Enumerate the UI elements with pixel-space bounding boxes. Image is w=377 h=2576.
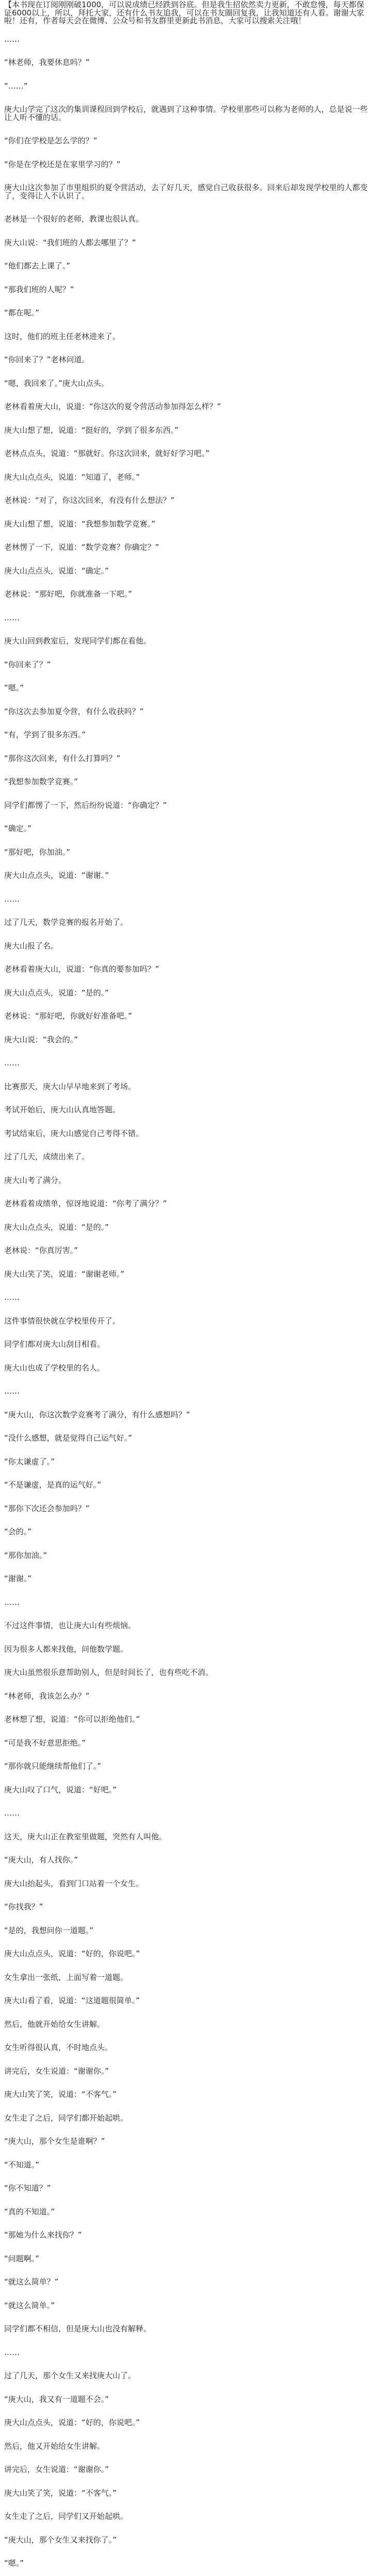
article-paragraph: “那好吧，你加油。” [4,849,372,857]
paragraph-gap [4,622,372,637]
article-paragraph: 庚大山这次参加了市里组织的夏令营活动，去了好几天，感觉自己收获很多。回来后却发现学校里的人都变了，变得让人不认识了。 [4,184,372,200]
article-paragraph: “有，学到了很多东西。” [4,731,372,739]
paragraph-gap [4,2169,372,2184]
article-paragraph: 庚大山虽然很乐意帮助别人，但是时间长了，也有些吃不消。 [4,1669,372,1677]
article-paragraph: 庚大山点点头，说道：“是的。” [4,1224,372,1232]
article-paragraph: 庚大山笑了笑，说道：“不客气。” [4,2489,372,2498]
paragraph-gap [4,1278,372,1294]
paragraph-gap [4,1443,372,1458]
article-paragraph: “你回来了？”老林问道。 [4,356,372,364]
article-paragraph: 讲完后，女生说道：“谢谢你。” [4,2466,372,2474]
article-paragraph: “林老师，我该怎么办？” [4,1692,372,1701]
article-paragraph: “都在呢。” [4,309,372,317]
article-paragraph: 老林想了想，说道：“你可以拒绝他们。” [4,1716,372,1724]
paragraph-gap [4,552,372,567]
article-paragraph: “你太谦虚了。” [4,1458,372,1466]
article-paragraph: 考试结束后，庚大山感觉自己考得不错。 [4,1130,372,1138]
paragraph-gap [4,669,372,684]
article-paragraph: “嗯，我回来了。”庚大山点头。 [4,380,372,388]
paragraph-gap [4,1302,372,1317]
paragraph-gap [4,528,372,544]
article-paragraph: “你是在学校还是在家里学习的？” [4,161,372,169]
article-paragraph: 【本书现在订阅刚刚破1000，可以说成绩已经跌到谷底。但是我生招依然卖力更新，不敢怠慢，每天都保证6000以上，所以，拜托大家，还有什么书友追我，可以在书友圈回复我，让我知道还有人看。谢谢大家啦！还有，作者每天会在微博、公众号和书友群里更新此书消息，大家可以搜索关注哦！ [4,1,372,25]
article-paragraph: 同学们都对庚大山刮目相看。 [4,1341,372,1349]
article-paragraph: “不知道。” [4,2161,372,2170]
paragraph-gap [4,786,372,802]
article-paragraph: 女生拿出一张纸，上面写着一道题。 [4,1974,372,1982]
paragraph-gap [4,2544,372,2560]
paragraph-gap [4,247,372,262]
paragraph-gap [4,739,372,755]
paragraph-gap [4,2357,372,2372]
article-paragraph: “那你下次还会参加吗？” [4,1505,372,1513]
article-paragraph: 庚大山说：“我会的。” [4,1036,372,1044]
paragraph-gap [4,1536,372,1552]
article-paragraph: 这件事情很快就在学校里传开了。 [4,1317,372,1326]
paragraph-gap [4,224,372,239]
article-paragraph: 比赛那天，庚大山早早地来到了考场。 [4,1083,372,1091]
paragraph-gap [4,575,372,590]
article-paragraph: “真的不知道。” [4,2208,372,2216]
paragraph-gap [4,341,372,356]
article-paragraph: “庚大山，那个女生是谁啊？” [4,2138,372,2146]
article-paragraph: 庚大山想了想，说道：“挺好的，学到了很多东西。” [4,427,372,435]
article-paragraph: 庚大山点点头，说道：“确定。” [4,567,372,575]
paragraph-gap [4,25,372,36]
article-paragraph: 庚大山抬起头，看到门口站着一个女生。 [4,1880,372,1888]
paragraph-gap [4,1325,372,1341]
paragraph-gap [4,927,372,942]
paragraph-gap [4,122,372,137]
paragraph-gap [4,294,372,309]
paragraph-gap [4,1021,372,1036]
paragraph-gap [4,1372,372,1387]
article-paragraph: “那你加油。” [4,1552,372,1560]
article-paragraph: 老林说：“对了，你这次回来，有没有什么想法？” [4,497,372,505]
article-paragraph: 庚大山叹了口气，说道：“好吧。” [4,1786,372,1794]
article-paragraph: 庚大山说：“我们班的人都去哪里了？” [4,239,372,247]
paragraph-gap [4,90,372,106]
paragraph-gap [4,317,372,333]
article-paragraph: 老林看着成绩单，惊讶地说道：“你考了满分？” [4,1200,372,1208]
article-paragraph: “我想参加数学竞赛。” [4,778,372,786]
article-paragraph: “那她为什么来找你？” [4,2231,372,2240]
article-paragraph: …… [4,1599,372,1607]
article-paragraph: 过了几天，成绩出来了。 [4,1153,372,1161]
paragraph-gap [4,2497,372,2513]
article-paragraph: …… [4,1387,372,1396]
article-paragraph: 这天，庚大山正在教室里做题，突然有人叫他。 [4,1833,372,1841]
article-paragraph: …… [4,614,372,622]
article-paragraph: “你这次去参加夏令营，有什么收获吗？” [4,708,372,716]
article-paragraph: “你们在学校是怎么学的？” [4,137,372,145]
article-paragraph: …… [4,2349,372,2357]
paragraph-gap [4,1700,372,1716]
article-paragraph: 讲完后，女生说道：“谢谢你。” [4,2067,372,2076]
paragraph-gap [4,692,372,708]
paragraph-gap [4,1794,372,1809]
paragraph-gap [4,1724,372,1739]
paragraph-gap [4,481,372,497]
article-paragraph: “没什么感想，就是觉得自己运气好。” [4,1434,372,1443]
article-paragraph: “不是谦虚，是真的运气好。” [4,1481,372,1489]
paragraph-gap [4,646,372,661]
paragraph-gap [4,2193,372,2208]
paragraph-gap [4,505,372,520]
article-paragraph: …… [4,895,372,904]
article-paragraph: 庚大山考了满分。 [4,1177,372,1185]
paragraph-gap [4,2380,372,2396]
article-paragraph: 庚大山回到教室后，发现同学们都在看他。 [4,637,372,646]
article-paragraph: “是的，我想问你一道题。” [4,1927,372,1935]
article-paragraph: 女生走了之后，同学们又开始起哄。 [4,2513,372,2521]
paragraph-gap [4,2099,372,2114]
article-paragraph: 同学们都愣了一下，然后纷纷说道：“你确定？” [4,802,372,810]
article-paragraph: 考试开始后，庚大山认真地答题。 [4,1106,372,1114]
article-paragraph: 老林说：“那好吧，你就好好准备吧。” [4,1012,372,1021]
article-paragraph: “那你这次回来，有什么打算吗？” [4,755,372,763]
article-paragraph: “谢谢。” [4,1575,372,1583]
article-paragraph: “问题啊。” [4,2255,372,2263]
paragraph-gap [4,1396,372,1411]
paragraph-gap [4,270,372,286]
paragraph-gap [4,1184,372,1200]
paragraph-gap [4,2240,372,2255]
paragraph-gap [4,1255,372,1270]
article-paragraph: “庚大山，有人找你。” [4,1856,372,1865]
paragraph-gap [4,2333,372,2349]
paragraph-gap [4,2146,372,2161]
paragraph-gap [4,2005,372,2021]
paragraph-gap [4,2568,372,2576]
article-paragraph: “你不知道？” [4,2184,372,2193]
article-paragraph: “庚大山，我又有一道题不会。” [4,2396,372,2404]
paragraph-gap [4,1747,372,1762]
article-paragraph: 庚大山点点头，说道：“知道了，老师。” [4,473,372,482]
paragraph-gap [4,2286,372,2302]
paragraph-gap [4,145,372,161]
paragraph-gap [4,1630,372,1646]
paragraph-gap [4,2028,372,2044]
paragraph-gap [4,950,372,965]
article-paragraph: 女生走了之后，同学们都开始起哄。 [4,2114,372,2123]
paragraph-gap [4,1958,372,1974]
article-paragraph: …… [4,1059,372,1067]
paragraph-gap [4,1114,372,1130]
article-body [4,1,372,2576]
article-paragraph: 庚大山学完了这次的集训课程回到学校后，就遇到了这种事情。学校里那些可以称为老师的人，总是说一些让人听不懂的话。 [4,106,372,122]
paragraph-gap [4,2122,372,2138]
article-paragraph: “他们都去上课了。” [4,262,372,270]
paragraph-gap [4,856,372,872]
paragraph-gap [4,716,372,731]
article-paragraph: 老林点点头，说道：“那就好。你这次回来，就好好学习吧。” [4,450,372,458]
paragraph-gap [4,1981,372,1997]
paragraph-gap [4,1466,372,1481]
paragraph-gap [4,1489,372,1505]
paragraph-gap [4,2403,372,2419]
article-paragraph: 老林说：“那好吧，你就准备一下吧。” [4,590,372,599]
paragraph-gap [4,1841,372,1856]
article-paragraph: …… [4,1809,372,1818]
paragraph-gap [4,1865,372,1880]
article-paragraph: “庚大山，那个女生又来找你了。” [4,2536,372,2545]
article-paragraph: 庚大山也成了学校里的名人。 [4,1364,372,1372]
article-paragraph: 庚大山点点头，说道：“好的，你说吧。” [4,2419,372,2427]
article-paragraph: “嗯。” [4,2560,372,2568]
paragraph-gap [4,1935,372,1950]
paragraph-gap [4,1771,372,1786]
article-paragraph: 庚大山笑了笑，说道：“谢谢老师。” [4,1270,372,1279]
paragraph-gap [4,1208,372,1224]
article-paragraph: “……” [4,82,372,91]
paragraph-gap [4,1419,372,1434]
paragraph-gap [4,997,372,1012]
article-paragraph: 不过这件事情，也让庚大山有些烦恼。 [4,1622,372,1630]
paragraph-gap [4,1583,372,1599]
article-paragraph: 因为很多人都来找他，问他数学题。 [4,1646,372,1654]
paragraph-gap [4,458,372,473]
article-paragraph: “会的。” [4,1528,372,1536]
paragraph-gap [4,2052,372,2067]
article-paragraph: 老林看着庚大山，说道：“你真的要参加吗？” [4,965,372,974]
article-paragraph: “庚大山，你这次数学竞赛考了满分，有什么感想吗？” [4,1411,372,1419]
article-paragraph: 老林看着庚大山，说道：“你这次的夏令营活动参加得怎么样？” [4,403,372,411]
article-paragraph: “那你就只能继续帮他们了。” [4,1762,372,1771]
paragraph-gap [4,411,372,427]
paragraph-gap [4,2075,372,2091]
article-paragraph: 然后，他就开始给女生讲解。 [4,2021,372,2029]
article-paragraph: 庚大山点点头，说道：“是的。” [4,989,372,997]
paragraph-gap [4,2216,372,2231]
paragraph-gap [4,1067,372,1083]
paragraph-gap [4,599,372,614]
paragraph-gap [4,1653,372,1669]
paragraph-gap [4,1911,372,1927]
paragraph-gap [4,1677,372,1692]
article-paragraph: …… [4,36,372,44]
paragraph-gap [4,200,372,215]
article-paragraph: 女生听得很认真，不时地点头。 [4,2044,372,2052]
paragraph-gap [4,168,372,184]
article-paragraph: “林老师，我要休息吗？” [4,59,372,67]
article-paragraph: 庚大山笑了笑，说道：“不客气。” [4,2091,372,2099]
paragraph-gap [4,67,372,82]
paragraph-gap [4,833,372,849]
article-paragraph: “嗯。” [4,684,372,692]
paragraph-gap [4,2474,372,2489]
article-paragraph: 老林愣了一下，说道：“数学竞赛？你确定？” [4,544,372,552]
article-paragraph: “就这么简单。” [4,2302,372,2310]
article-paragraph: 老林是一个很好的老师，教课也很认真。 [4,215,372,224]
article-paragraph: 庚大山报了名。 [4,942,372,951]
paragraph-gap [4,2310,372,2325]
article-paragraph: “确定。” [4,825,372,833]
paragraph-gap [4,1606,372,1622]
article-paragraph: “可是我不好意思拒绝。” [4,1739,372,1748]
article-paragraph: 老林说：“你真厉害。” [4,1247,372,1255]
paragraph-gap [4,1560,372,1575]
article-paragraph: “你找我？” [4,1903,372,1911]
article-paragraph: 过了几天，数学竞赛的报名开始了。 [4,919,372,927]
article-paragraph: “那我们班的人呢？” [4,286,372,294]
paragraph-gap [4,2450,372,2466]
article-paragraph: …… [4,1294,372,1302]
paragraph-gap [4,1818,372,1833]
article-paragraph: “你回来了？” [4,661,372,669]
paragraph-gap [4,762,372,778]
paragraph-gap [4,880,372,895]
paragraph-gap [4,1161,372,1177]
paragraph-gap [4,1138,372,1153]
paragraph-gap [4,1513,372,1528]
paragraph-gap [4,1044,372,1059]
article-paragraph: 然后，他又开始给女生讲解。 [4,2443,372,2451]
paragraph-gap [4,903,372,919]
article-paragraph: 过了几天，那个女生又来找庚大山了。 [4,2372,372,2380]
paragraph-gap [4,1349,372,1364]
paragraph-gap [4,1888,372,1903]
paragraph-gap [4,2263,372,2278]
paragraph-gap [4,1091,372,1106]
article-paragraph: 庚大山看了看，说道：“这道题很简单。” [4,1997,372,2005]
article-paragraph: 庚大山点点头，说道：“谢谢。” [4,872,372,880]
paragraph-gap [4,2427,372,2443]
paragraph-gap [4,974,372,989]
paragraph-gap [4,1231,372,1247]
article-paragraph: 这时，他们的班主任老林进来了。 [4,333,372,341]
paragraph-gap [4,809,372,825]
paragraph-gap [4,434,372,450]
article-paragraph: 庚大山想了想，说道：“我想参加数学竞赛。” [4,520,372,529]
paragraph-gap [4,43,372,59]
article-paragraph: “就这么简单？” [4,2278,372,2286]
article-paragraph: 同学们都不相信，但是庚大山也没有解释。 [4,2325,372,2333]
paragraph-gap [4,387,372,403]
paragraph-gap [4,2521,372,2536]
paragraph-gap [4,364,372,380]
article-paragraph: 庚大山点点头，说道：“好的，你说吧。” [4,1950,372,1958]
